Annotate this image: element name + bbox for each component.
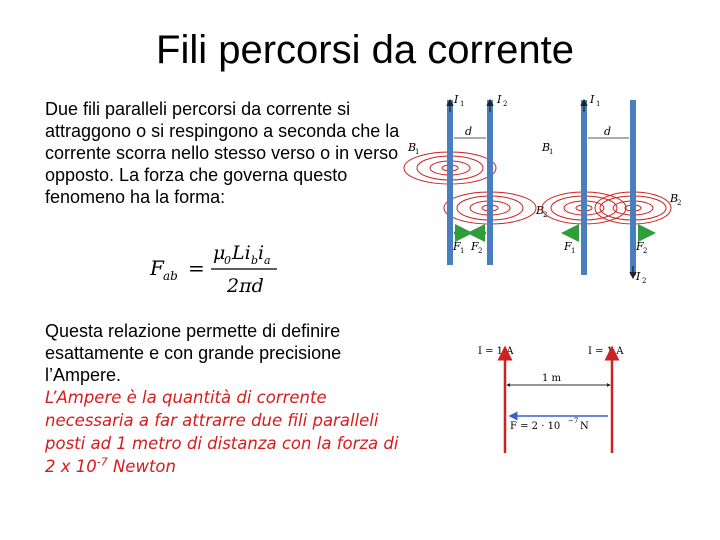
label-f1-left-sub: 1: [460, 247, 465, 255]
formula-mu: μ: [213, 242, 226, 264]
formula-li: Li: [232, 242, 251, 264]
label-i1-left: I: [454, 93, 459, 106]
label-f2-right: F: [636, 240, 644, 253]
label-f1-right-sub: 1: [571, 247, 576, 255]
label-b1-right-sub: 1: [549, 148, 554, 156]
label-f1-right: F: [564, 240, 572, 253]
force-formula: [150, 240, 290, 302]
right-pair: [541, 93, 681, 285]
label-b1-left-sub: 1: [415, 148, 420, 156]
ampere-exponent: -7: [96, 455, 108, 469]
formula-a-sub: a: [264, 254, 271, 267]
formula-lhs: F: [150, 256, 164, 280]
wire-1-right: [581, 100, 587, 275]
label-i1-left-sub: 1: [460, 100, 465, 108]
label-i2-left-sub: 2: [503, 100, 508, 108]
definition-block: [45, 320, 405, 478]
label-current-right: I = 1 A: [588, 346, 624, 357]
label-current-left: I = 1 A: [478, 346, 514, 357]
label-i2-right: I: [636, 270, 641, 283]
label-b2-right: B: [670, 192, 679, 205]
label-i1-right-sub: 1: [596, 100, 601, 108]
label-b2-right-sub: 2: [677, 199, 682, 207]
label-b2-left: B: [536, 204, 545, 217]
formula-denominator: 2πd: [227, 275, 264, 297]
slide-title: Fili percorsi da corrente: [156, 28, 574, 72]
label-d-right: d: [604, 125, 612, 138]
label-f2-left: F: [471, 240, 479, 253]
ampere-definition-suffix: Newton: [107, 457, 176, 476]
formula-lhs-sub: ab: [163, 269, 178, 283]
label-force-unit: N: [580, 421, 589, 432]
label-f1-left: F: [453, 240, 461, 253]
label-i2-left: I: [497, 93, 502, 106]
formula-svg: [150, 240, 290, 298]
formula-i: i: [258, 242, 265, 264]
label-b1-right: B: [542, 141, 551, 154]
label-force-exp: −7: [568, 417, 579, 425]
formula-mu-sub: 0: [224, 254, 231, 267]
label-distance: 1 m: [542, 373, 562, 384]
label-force: F = 2 · 10: [510, 421, 561, 432]
parallel-wires-figure: [398, 90, 698, 290]
ampere-definition-text: L’Ampere è la quantità di corrente necessaria a far attrarre due fili paralleli posti ad 1 metro di distanza con la forza di 2 x 10: [45, 388, 399, 476]
label-d-left: d: [465, 125, 473, 138]
ampere-definition: [45, 388, 398, 476]
label-f2-right-sub: 2: [643, 247, 648, 255]
label-b2-left-sub: 2: [543, 211, 548, 219]
intro-paragraph: Due fili paralleli percorsi da corrente si attraggono o si respingono a seconda che la corrente scorra nello stesso verso o in verso opposto. La forza che governa questo fenomeno ha la forma:: [45, 99, 400, 207]
ampere-paragraph: Questa relazione permette di definire esattamente e con grande precisione l’Ampere.: [45, 321, 342, 385]
formula-equals: =: [188, 256, 205, 280]
label-b1-left: B: [408, 141, 417, 154]
label-i2-right-sub: 2: [642, 277, 647, 285]
left-pair: [404, 93, 547, 265]
formula-b-sub: b: [251, 254, 259, 267]
wire-2-left: [487, 100, 493, 265]
label-f2-left-sub: 2: [478, 247, 483, 255]
label-i1-right: I: [590, 93, 595, 106]
ampere-definition-figure: [470, 338, 650, 458]
